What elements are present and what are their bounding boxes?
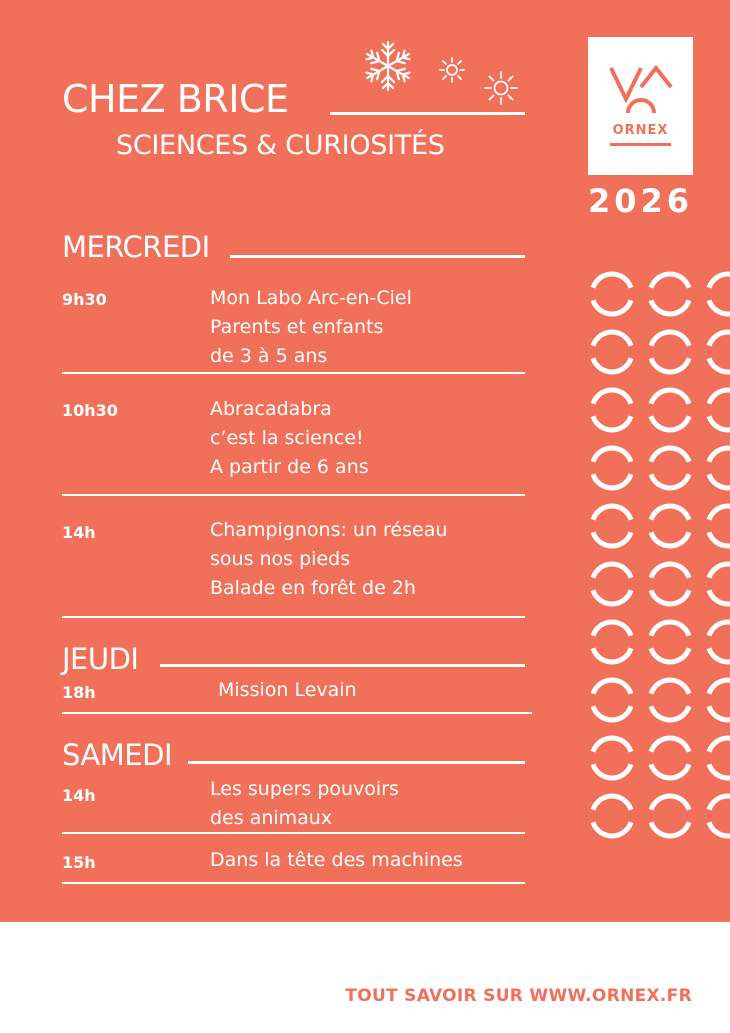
ring-arc-bottom (709, 300, 730, 314)
day-underline (230, 255, 525, 258)
ring-arc-bottom (593, 358, 631, 372)
ring-arc-top (651, 796, 689, 810)
ornex-logo (588, 37, 693, 175)
ring-arc-bottom (651, 590, 689, 604)
ring-arc-top (593, 622, 631, 636)
ring-arc-top (709, 738, 730, 752)
event-line: Abracadabra (210, 398, 332, 420)
event-line: des animaux (210, 807, 333, 829)
event-description (210, 395, 369, 482)
event-description (210, 775, 399, 833)
ring-arc-bottom (709, 358, 730, 372)
event-description (210, 846, 463, 875)
day-heading-mercredi: MERCREDI (62, 230, 210, 264)
title-main: CHEZ BRICE (62, 77, 289, 121)
ring-arc-bottom (593, 822, 631, 836)
ring-arc-bottom (709, 474, 730, 488)
ring-arc-bottom (709, 416, 730, 430)
ring-arc-top (709, 680, 730, 694)
ring-pattern (588, 268, 730, 868)
sun-icon (483, 70, 519, 106)
ring-arc-top (593, 448, 631, 462)
ring-arc-bottom (709, 590, 730, 604)
ring-arc-top (593, 796, 631, 810)
website-link[interactable]: TOUT SAVOIR SUR WWW.ORNEX.FR (345, 986, 692, 1006)
event-description (210, 284, 412, 371)
ring-arc-bottom (593, 648, 631, 662)
day-underline (188, 761, 525, 764)
event-time: 18h (62, 683, 96, 702)
divider (62, 712, 532, 714)
event-line: A partir de 6 ans (210, 456, 369, 478)
divider (62, 494, 525, 496)
event-line: sous nos pieds (210, 548, 351, 570)
event-line: Dans la tête des machines (210, 849, 463, 871)
ring-arc-top (651, 680, 689, 694)
ring-arc-top (593, 564, 631, 578)
ring-arc-bottom (651, 474, 689, 488)
ring-arc-top (651, 390, 689, 404)
ring-arc-bottom (651, 764, 689, 778)
logo-name: ORNEX (612, 123, 669, 138)
ring-arc-top (651, 564, 689, 578)
day-heading-samedi: SAMEDI (62, 738, 173, 772)
ring-arc-top (593, 274, 631, 288)
ring-arc-top (709, 564, 730, 578)
logo-rule (610, 143, 671, 146)
ring-arc-top (593, 506, 631, 520)
ring-arc-top (709, 622, 730, 636)
event-description (218, 676, 357, 705)
event-line: Balade en forêt de 2h (210, 577, 416, 599)
ring-arc-bottom (651, 532, 689, 546)
ring-arc-bottom (593, 532, 631, 546)
event-time: 10h30 (62, 401, 118, 420)
sun-icon (438, 56, 466, 84)
ring-arc-bottom (651, 822, 689, 836)
event-time: 15h (62, 853, 96, 872)
ring-arc-bottom (709, 706, 730, 720)
ring-arc-top (593, 332, 631, 346)
footer (0, 922, 730, 1033)
ring-arc-bottom (651, 416, 689, 430)
ring-arc-top (593, 390, 631, 404)
ring-arc-bottom (709, 532, 730, 546)
event-time: 9h30 (62, 290, 107, 309)
ring-arc-bottom (651, 706, 689, 720)
title-underline (330, 112, 525, 115)
ring-arc-bottom (593, 300, 631, 314)
ring-arc-top (709, 390, 730, 404)
ring-arc-top (593, 680, 631, 694)
event-time: 14h (62, 523, 96, 542)
event-line: Mon Labo Arc-en-Ciel (210, 287, 412, 309)
divider (62, 832, 525, 834)
ring-arc-top (709, 332, 730, 346)
ring-arc-top (651, 274, 689, 288)
ring-arc-bottom (709, 822, 730, 836)
snowflake-icon (360, 38, 416, 94)
ring-arc-top (651, 622, 689, 636)
ring-arc-top (709, 506, 730, 520)
ring-arc-bottom (593, 474, 631, 488)
ring-arc-top (651, 506, 689, 520)
event-line: Parents et enfants (210, 316, 384, 338)
ring-arc-top (593, 738, 631, 752)
ring-arc-top (651, 332, 689, 346)
event-time: 14h (62, 786, 96, 805)
ring-arc-bottom (709, 764, 730, 778)
event-line: de 3 à 5 ans (210, 345, 328, 367)
event-description (210, 516, 447, 603)
divider (62, 372, 525, 374)
ring-arc-bottom (709, 648, 730, 662)
ring-arc-bottom (593, 706, 631, 720)
event-line: Mission Levain (218, 679, 357, 701)
event-line: Les supers pouvoirs (210, 778, 399, 800)
ring-arc-bottom (593, 590, 631, 604)
event-line: Champignons: un réseau (210, 519, 448, 541)
ring-arc-bottom (651, 648, 689, 662)
title-sub: SCIENCES & CURIOSITÉS (116, 130, 445, 161)
ring-arc-top (709, 448, 730, 462)
day-underline (160, 664, 525, 667)
day-heading-jeudi: JEUDI (62, 642, 139, 676)
ring-arc-top (651, 738, 689, 752)
ring-arc-bottom (593, 764, 631, 778)
ring-arc-top (651, 448, 689, 462)
ring-arc-bottom (651, 300, 689, 314)
logo-mark-icon (608, 65, 674, 115)
ring-arc-top (709, 274, 730, 288)
ring-arc-bottom (593, 416, 631, 430)
ring-arc-bottom (651, 358, 689, 372)
year: 2026 (588, 182, 694, 220)
divider (62, 882, 525, 884)
divider (62, 616, 525, 618)
event-line: c’est la science! (210, 427, 364, 449)
ring-arc-top (709, 796, 730, 810)
